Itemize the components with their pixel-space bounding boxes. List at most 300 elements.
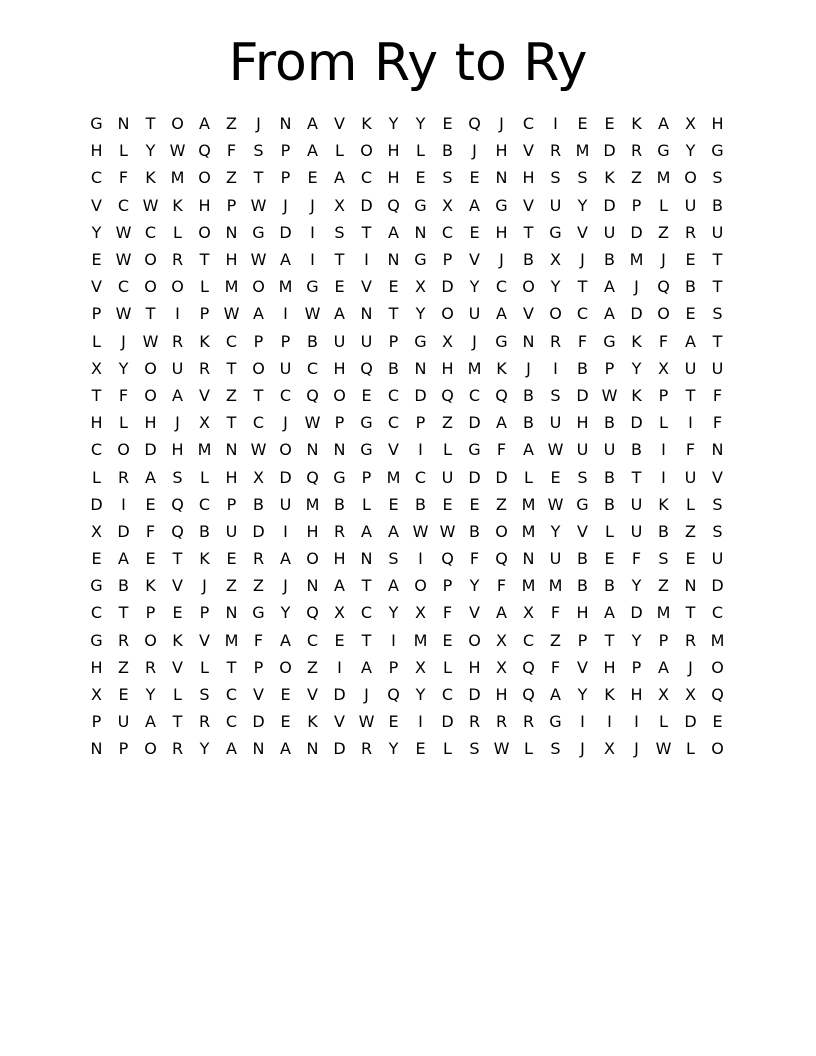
- grid-letter: M: [386, 467, 401, 487]
- grid-letter: O: [657, 304, 670, 324]
- grid-letter: C: [198, 494, 211, 514]
- grid-letter: A: [199, 114, 210, 134]
- grid-letter: W: [547, 494, 564, 514]
- grid-letter: J: [283, 413, 288, 433]
- grid-letter: N: [711, 440, 724, 460]
- grid-letter: P: [442, 576, 453, 596]
- grid-letter: A: [226, 739, 237, 759]
- grid-letter: R: [252, 549, 265, 569]
- grid-letter: H: [90, 657, 103, 677]
- grid-letter: Z: [226, 385, 237, 405]
- grid-letter: Q: [522, 685, 535, 705]
- grid-letter: P: [280, 331, 291, 351]
- grid-letter: L: [686, 494, 695, 514]
- grid-letter: X: [523, 603, 534, 623]
- grid-letter: H: [387, 168, 400, 188]
- grid-letter: Q: [495, 549, 508, 569]
- grid-letter: K: [199, 331, 210, 351]
- grid-letter: D: [468, 413, 481, 433]
- grid-letter: L: [173, 222, 182, 242]
- word-search-grid: [83, 110, 733, 763]
- grid-letter: C: [576, 304, 589, 324]
- grid-letter: R: [630, 141, 643, 161]
- grid-letter: W: [250, 440, 267, 460]
- grid-letter: T: [361, 222, 372, 242]
- grid-letter: O: [711, 657, 724, 677]
- grid-letter: N: [117, 114, 130, 134]
- grid-letter: F: [631, 549, 642, 569]
- grid-letter: M: [170, 168, 185, 188]
- grid-letter: A: [496, 304, 507, 324]
- grid-letter: A: [658, 657, 669, 677]
- grid-letter: P: [145, 603, 156, 623]
- grid-letter: P: [91, 304, 102, 324]
- grid-letter: P: [280, 141, 291, 161]
- grid-letter: L: [443, 657, 452, 677]
- grid-letter: D: [441, 277, 454, 297]
- grid-letter: B: [199, 521, 210, 541]
- grid-letter: A: [145, 467, 156, 487]
- grid-letter: A: [523, 440, 534, 460]
- grid-letter: P: [658, 385, 669, 405]
- grid-letter: W: [250, 195, 267, 215]
- grid-letter: S: [388, 549, 399, 569]
- grid-letter: A: [388, 576, 399, 596]
- grid-letter: N: [495, 168, 508, 188]
- grid-letter: B: [307, 331, 318, 351]
- grid-letter: A: [388, 521, 399, 541]
- grid-letter: Y: [631, 576, 642, 596]
- grid-letter: Y: [388, 114, 399, 134]
- grid-letter: G: [333, 467, 346, 487]
- grid-letter: Y: [469, 576, 480, 596]
- grid-letter: C: [90, 440, 103, 460]
- grid-letter: G: [414, 195, 427, 215]
- grid-letter: T: [226, 358, 237, 378]
- grid-letter: A: [469, 195, 480, 215]
- grid-letter: Z: [631, 168, 642, 188]
- grid-letter: Y: [199, 739, 210, 759]
- grid-letter: B: [604, 494, 615, 514]
- grid-letter: L: [686, 739, 695, 759]
- grid-letter: E: [577, 114, 588, 134]
- grid-letter: A: [496, 413, 507, 433]
- grid-letter: A: [118, 549, 129, 569]
- grid-letter: R: [684, 222, 697, 242]
- grid-letter: G: [711, 141, 724, 161]
- grid-letter: C: [90, 603, 103, 623]
- grid-letter: E: [685, 250, 696, 270]
- grid-letter: A: [604, 277, 615, 297]
- grid-letter: P: [388, 657, 399, 677]
- grid-letter: X: [415, 603, 426, 623]
- grid-letter: J: [202, 576, 207, 596]
- grid-letter: Q: [711, 685, 724, 705]
- grid-letter: M: [710, 630, 725, 650]
- grid-letter: O: [198, 222, 211, 242]
- grid-letter: Q: [387, 195, 400, 215]
- grid-letter: X: [685, 114, 696, 134]
- grid-letter: K: [199, 549, 210, 569]
- grid-letter: G: [414, 331, 427, 351]
- grid-letter: A: [361, 521, 372, 541]
- grid-letter: X: [91, 358, 102, 378]
- grid-letter: T: [172, 549, 183, 569]
- grid-letter: P: [604, 358, 615, 378]
- grid-letter: P: [280, 168, 291, 188]
- grid-letter: J: [580, 250, 585, 270]
- grid-letter: N: [90, 739, 103, 759]
- grid-letter: O: [279, 657, 292, 677]
- grid-letter: U: [711, 222, 724, 242]
- grid-letter: O: [171, 277, 184, 297]
- grid-letter: Y: [145, 141, 156, 161]
- grid-letter: T: [145, 114, 156, 134]
- grid-row: [83, 246, 733, 273]
- grid-letter: H: [576, 603, 589, 623]
- grid-letter: T: [226, 413, 237, 433]
- grid-letter: G: [306, 277, 319, 297]
- grid-letter: Q: [468, 114, 481, 134]
- grid-letter: R: [171, 739, 184, 759]
- grid-letter: M: [305, 494, 320, 514]
- grid-letter: H: [306, 521, 319, 541]
- grid-letter: I: [310, 250, 315, 270]
- grid-letter: D: [630, 603, 643, 623]
- grid-letter: P: [334, 413, 345, 433]
- grid-letter: M: [521, 521, 536, 541]
- grid-letter: N: [522, 331, 535, 351]
- grid-letter: R: [549, 141, 562, 161]
- grid-letter: A: [604, 304, 615, 324]
- grid-letter: A: [280, 739, 291, 759]
- grid-letter: E: [226, 549, 237, 569]
- grid-letter: K: [604, 685, 615, 705]
- grid-letter: O: [360, 141, 373, 161]
- grid-letter: R: [171, 331, 184, 351]
- grid-letter: T: [685, 385, 696, 405]
- grid-letter: U: [279, 494, 292, 514]
- grid-letter: Z: [685, 521, 696, 541]
- grid-letter: H: [468, 657, 481, 677]
- grid-letter: S: [712, 304, 723, 324]
- grid-letter: M: [575, 141, 590, 161]
- grid-letter: W: [358, 712, 375, 732]
- grid-letter: B: [604, 413, 615, 433]
- grid-letter: C: [225, 712, 238, 732]
- grid-letter: M: [467, 358, 482, 378]
- grid-letter: B: [118, 576, 129, 596]
- grid-letter: E: [388, 494, 399, 514]
- grid-letter: Q: [441, 549, 454, 569]
- grid-letter: Y: [577, 685, 588, 705]
- grid-letter: K: [172, 630, 183, 650]
- grid-letter: Z: [118, 657, 129, 677]
- grid-letter: E: [91, 250, 102, 270]
- grid-letter: A: [280, 549, 291, 569]
- grid-letter: Z: [226, 576, 237, 596]
- grid-letter: U: [225, 521, 238, 541]
- grid-letter: X: [496, 657, 507, 677]
- grid-letter: P: [199, 603, 210, 623]
- grid-letter: A: [307, 114, 318, 134]
- grid-letter: N: [306, 440, 319, 460]
- grid-letter: V: [469, 250, 480, 270]
- grid-letter: O: [144, 385, 157, 405]
- grid-letter: X: [658, 358, 669, 378]
- grid-letter: L: [524, 467, 533, 487]
- grid-letter: W: [412, 521, 429, 541]
- grid-letter: Y: [550, 521, 561, 541]
- grid-letter: O: [549, 304, 562, 324]
- grid-row: [83, 599, 733, 626]
- grid-letter: I: [607, 712, 612, 732]
- grid-letter: E: [145, 549, 156, 569]
- grid-letter: E: [685, 549, 696, 569]
- grid-letter: T: [226, 657, 237, 677]
- grid-letter: Y: [388, 739, 399, 759]
- grid-letter: J: [526, 358, 531, 378]
- grid-letter: L: [200, 277, 209, 297]
- grid-row: [83, 382, 733, 409]
- grid-letter: S: [199, 685, 210, 705]
- grid-letter: U: [279, 358, 292, 378]
- grid-letter: T: [604, 630, 615, 650]
- grid-letter: Y: [577, 195, 588, 215]
- grid-letter: A: [334, 168, 345, 188]
- grid-letter: X: [658, 685, 669, 705]
- grid-letter: D: [630, 413, 643, 433]
- grid-letter: Z: [550, 630, 561, 650]
- grid-letter: S: [577, 467, 588, 487]
- grid-letter: Y: [631, 630, 642, 650]
- grid-letter: C: [387, 385, 400, 405]
- grid-letter: W: [655, 739, 672, 759]
- grid-letter: I: [175, 304, 180, 324]
- grid-letter: X: [415, 657, 426, 677]
- grid-letter: R: [495, 712, 508, 732]
- grid-letter: X: [496, 630, 507, 650]
- grid-row: [83, 355, 733, 382]
- grid-letter: E: [442, 630, 453, 650]
- grid-letter: V: [199, 385, 210, 405]
- grid-letter: T: [253, 385, 264, 405]
- grid-letter: A: [334, 576, 345, 596]
- grid-letter: K: [631, 114, 642, 134]
- grid-letter: J: [175, 413, 180, 433]
- grid-letter: N: [387, 250, 400, 270]
- grid-letter: F: [496, 440, 507, 460]
- grid-letter: P: [253, 331, 264, 351]
- grid-letter: E: [388, 712, 399, 732]
- grid-letter: J: [310, 195, 315, 215]
- grid-letter: H: [522, 168, 535, 188]
- grid-letter: N: [225, 603, 238, 623]
- grid-letter: O: [414, 576, 427, 596]
- grid-letter: I: [688, 413, 693, 433]
- grid-letter: V: [172, 576, 183, 596]
- grid-letter: J: [121, 331, 126, 351]
- grid-letter: W: [439, 521, 456, 541]
- grid-letter: T: [577, 277, 588, 297]
- grid-letter: M: [278, 277, 293, 297]
- grid-letter: G: [252, 603, 265, 623]
- grid-letter: E: [172, 603, 183, 623]
- grid-letter: E: [91, 549, 102, 569]
- grid-letter: Q: [441, 385, 454, 405]
- grid-letter: A: [361, 657, 372, 677]
- grid-letter: H: [90, 413, 103, 433]
- grid-letter: J: [499, 114, 504, 134]
- grid-letter: Y: [415, 114, 426, 134]
- grid-letter: X: [442, 195, 453, 215]
- grid-row: [83, 110, 733, 137]
- grid-row: [83, 735, 733, 762]
- grid-letter: E: [388, 277, 399, 297]
- grid-letter: R: [549, 331, 562, 351]
- grid-letter: V: [577, 222, 588, 242]
- grid-letter: W: [547, 440, 564, 460]
- grid-letter: I: [661, 440, 666, 460]
- grid-letter: G: [549, 222, 562, 242]
- grid-letter: V: [334, 114, 345, 134]
- grid-letter: A: [280, 250, 291, 270]
- grid-letter: E: [442, 114, 453, 134]
- grid-letter: A: [388, 222, 399, 242]
- grid-letter: D: [684, 712, 697, 732]
- grid-letter: E: [604, 114, 615, 134]
- grid-letter: F: [496, 576, 507, 596]
- grid-letter: M: [521, 576, 536, 596]
- grid-letter: L: [659, 195, 668, 215]
- grid-letter: G: [90, 114, 103, 134]
- grid-letter: K: [307, 712, 318, 732]
- grid-letter: J: [472, 141, 477, 161]
- grid-letter: A: [280, 630, 291, 650]
- grid-letter: E: [469, 494, 480, 514]
- grid-letter: F: [577, 331, 588, 351]
- grid-letter: J: [364, 685, 369, 705]
- grid-letter: U: [549, 549, 562, 569]
- grid-letter: Z: [496, 494, 507, 514]
- grid-letter: K: [604, 168, 615, 188]
- grid-letter: Z: [307, 657, 318, 677]
- grid-letter: P: [388, 331, 399, 351]
- grid-letter: W: [115, 222, 132, 242]
- grid-letter: O: [198, 168, 211, 188]
- grid-letter: H: [387, 141, 400, 161]
- grid-letter: E: [469, 168, 480, 188]
- grid-letter: B: [523, 385, 534, 405]
- grid-letter: N: [360, 304, 373, 324]
- grid-letter: V: [172, 657, 183, 677]
- grid-letter: Z: [658, 576, 669, 596]
- grid-letter: A: [253, 304, 264, 324]
- grid-letter: B: [604, 576, 615, 596]
- grid-letter: L: [92, 331, 101, 351]
- grid-letter: I: [418, 712, 423, 732]
- grid-letter: A: [307, 141, 318, 161]
- grid-letter: X: [334, 195, 345, 215]
- grid-letter: I: [121, 494, 126, 514]
- grid-letter: W: [169, 141, 186, 161]
- grid-letter: U: [603, 222, 616, 242]
- grid-letter: X: [91, 521, 102, 541]
- grid-letter: W: [601, 385, 618, 405]
- page-title: From Ry to Ry: [228, 33, 588, 93]
- grid-letter: U: [684, 467, 697, 487]
- grid-letter: Z: [658, 222, 669, 242]
- grid-letter: G: [657, 141, 670, 161]
- grid-letter: L: [659, 712, 668, 732]
- grid-letter: Z: [253, 576, 264, 596]
- grid-letter: L: [335, 141, 344, 161]
- grid-letter: V: [523, 304, 534, 324]
- grid-letter: F: [712, 413, 723, 433]
- grid-letter: E: [604, 549, 615, 569]
- grid-letter: K: [145, 576, 156, 596]
- grid-letter: R: [360, 739, 373, 759]
- grid-letter: E: [280, 712, 291, 732]
- grid-letter: V: [523, 195, 534, 215]
- grid-letter: O: [306, 549, 319, 569]
- grid-letter: D: [90, 494, 103, 514]
- grid-letter: P: [199, 304, 210, 324]
- grid-letter: W: [250, 250, 267, 270]
- grid-letter: F: [118, 168, 129, 188]
- grid-letter: Q: [171, 494, 184, 514]
- grid-letter: B: [685, 277, 696, 297]
- grid-letter: P: [442, 250, 453, 270]
- grid-letter: B: [631, 440, 642, 460]
- grid-letter: O: [711, 739, 724, 759]
- grid-letter: Q: [171, 521, 184, 541]
- grid-letter: X: [334, 603, 345, 623]
- grid-letter: P: [361, 467, 372, 487]
- grid-letter: L: [443, 440, 452, 460]
- grid-letter: U: [117, 712, 130, 732]
- grid-letter: R: [144, 657, 157, 677]
- grid-letter: M: [413, 630, 428, 650]
- grid-letter: U: [711, 358, 724, 378]
- grid-letter: T: [523, 222, 534, 242]
- grid-letter: O: [684, 168, 697, 188]
- grid-letter: J: [472, 331, 477, 351]
- grid-letter: F: [550, 657, 561, 677]
- grid-letter: V: [91, 195, 102, 215]
- grid-row: [83, 192, 733, 219]
- grid-letter: M: [521, 494, 536, 514]
- grid-letter: Z: [226, 114, 237, 134]
- grid-letter: T: [172, 712, 183, 732]
- grid-letter: N: [333, 440, 346, 460]
- grid-letter: J: [661, 250, 666, 270]
- grid-row: [83, 708, 733, 735]
- grid-letter: V: [307, 685, 318, 705]
- grid-letter: H: [333, 358, 346, 378]
- grid-letter: T: [361, 630, 372, 650]
- grid-letter: O: [144, 277, 157, 297]
- grid-letter: R: [684, 630, 697, 650]
- grid-letter: D: [603, 195, 616, 215]
- grid-letter: S: [712, 521, 723, 541]
- grid-letter: S: [442, 168, 453, 188]
- grid-letter: C: [495, 277, 508, 297]
- grid-letter: U: [441, 467, 454, 487]
- grid-row: [83, 572, 733, 599]
- grid-row: [83, 654, 733, 681]
- grid-letter: V: [712, 467, 723, 487]
